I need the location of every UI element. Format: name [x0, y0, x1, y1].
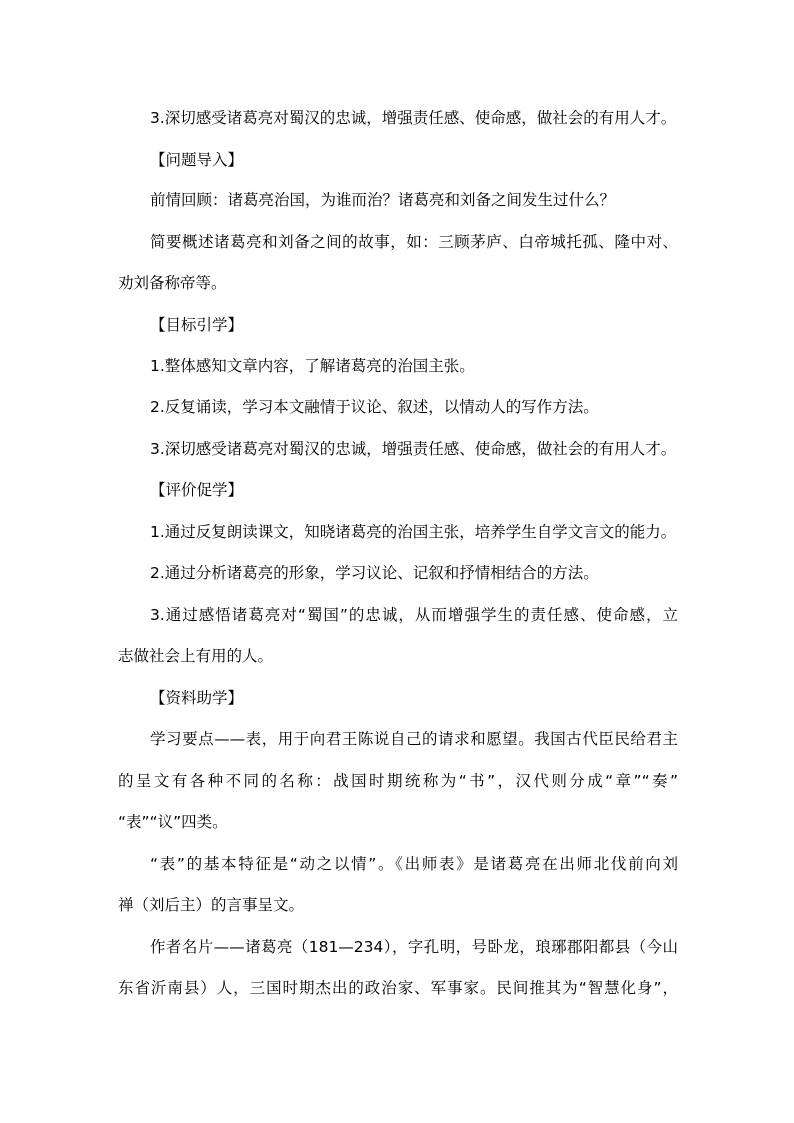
materials-para-2-line-1: “表”的基本特征是“动之以情”。《出师表》是诸葛亮在出师北伐前向刘	[150, 855, 678, 873]
evaluation-2-line: 2.通过分析诸葛亮的形象，学习议论、记叙和抒情相结合的方法。	[150, 564, 599, 582]
goal-1-line: 1.整体感知文章内容，了解诸葛亮的治国主张。	[150, 357, 475, 375]
materials-para-1-line-2: 的呈文有各种不同的名称：战国时期统称为“书”，汉代则分成“章”“奏”	[118, 772, 678, 790]
goal-2-line: 2.反复诵读，学习本文融情于议论、叙述，以情动人的写作方法。	[150, 398, 599, 416]
materials-para-2-line-2: 禅（刘后主）的言事呈文。	[118, 896, 305, 914]
section-heading-materials: 【资料助学】	[150, 689, 244, 707]
materials-para-1-line-3: “表”“议”四类。	[118, 813, 228, 831]
section-heading-problem-intro: 【问题导入】	[150, 151, 244, 169]
review-question-line: 前情回顾：诸葛亮治国，为谁而治？诸葛亮和刘备之间发生过什么？	[150, 191, 616, 209]
evaluation-1-line: 1.通过反复朗读课文，知晓诸葛亮的治国主张，培养学生自学文言文的能力。	[150, 523, 677, 541]
objective-3-line: 3.深切感受诸葛亮对蜀汉的忠诚，增强责任感、使命感，做社会的有用人才。	[150, 109, 677, 127]
section-heading-evaluation: 【评价促学】	[150, 481, 244, 499]
evaluation-3-line-1: 3.通过感悟诸葛亮对“蜀国”的忠诚，从而增强学生的责任感、使命感，立	[150, 606, 678, 624]
author-para-line-2: 东省沂南县）人，三国时期杰出的政治家、军事家。民间推其为“智慧化身”，	[118, 979, 678, 997]
author-para-line-1: 作者名片——诸葛亮（181—234），字孔明，号卧龙，琅琊郡阳都县（今山	[150, 938, 678, 956]
section-heading-goal-guide: 【目标引学】	[150, 316, 244, 334]
evaluation-3-line-2: 志做社会上有用的人。	[118, 647, 274, 665]
materials-para-1-line-1: 学习要点——表，用于向君王陈说自己的请求和愿望。我国古代臣民给君主	[150, 730, 678, 748]
story-summary-line-2: 劝刘备称帝等。	[118, 274, 227, 292]
goal-3-line: 3.深切感受诸葛亮对蜀汉的忠诚，增强责任感、使命感，做社会的有用人才。	[150, 440, 677, 458]
story-summary-line-1: 简要概述诸葛亮和刘备之间的故事，如：三顾茅庐、白帝城托孤、隆中对、	[150, 233, 678, 251]
